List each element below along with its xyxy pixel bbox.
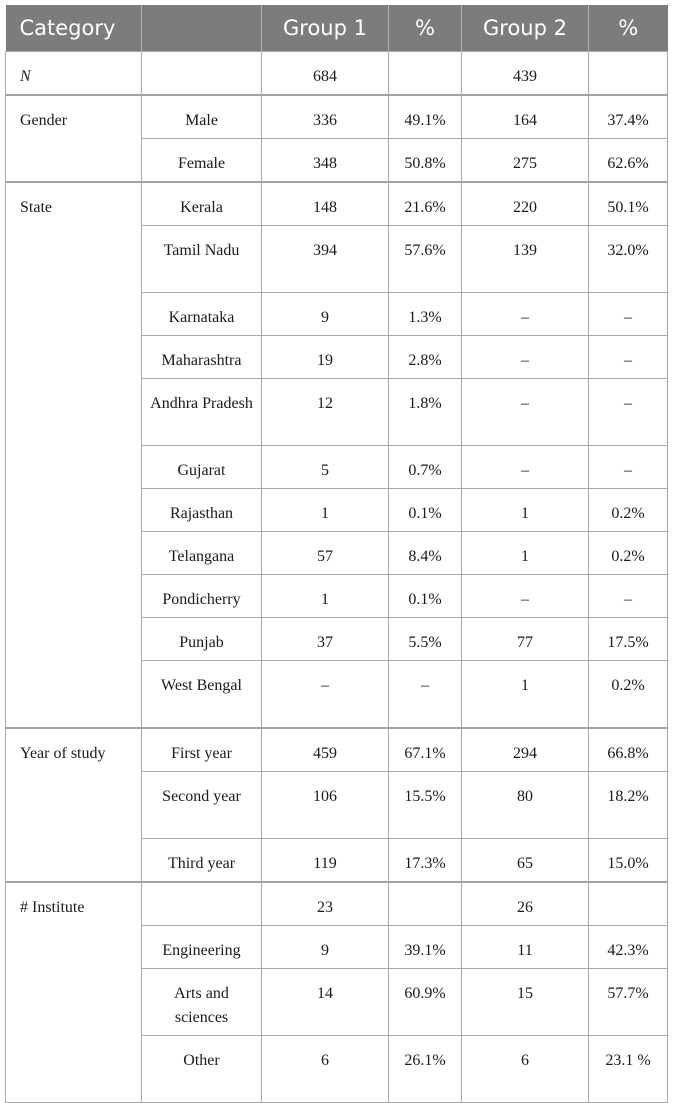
group-1-percent-cell: 1.3% (389, 293, 462, 336)
subcategory-cell: Kerala (142, 182, 262, 226)
group-1-percent-cell: – (389, 661, 462, 729)
group-2-count-cell: 26 (462, 882, 589, 926)
header-subcategory (142, 5, 262, 52)
group-2-percent-cell: 50.1% (589, 182, 668, 226)
group-1-percent-cell: 60.9% (389, 969, 462, 1036)
group-2-count-cell: 164 (462, 95, 589, 139)
group-2-count-cell: 139 (462, 226, 589, 293)
category-cell: N (6, 52, 142, 96)
group-2-percent-cell: 42.3% (589, 926, 668, 969)
group-1-count-cell: 19 (262, 336, 389, 379)
group-2-count-cell: – (462, 446, 589, 489)
group-1-percent-cell: 57.6% (389, 226, 462, 293)
table-body (6, 52, 668, 1103)
subcategory-cell: Engineering (142, 926, 262, 969)
subcategory-cell: West Bengal (142, 661, 262, 729)
group-2-count-cell: 220 (462, 182, 589, 226)
group-2-count-cell: 1 (462, 661, 589, 729)
subcategory-cell: Second year (142, 772, 262, 839)
group-1-count-cell: 57 (262, 532, 389, 575)
category-cell: State (6, 182, 142, 728)
group-2-count-cell: 80 (462, 772, 589, 839)
group-1-percent-cell: 15.5% (389, 772, 462, 839)
group-1-count-cell: – (262, 661, 389, 729)
table-row (6, 182, 668, 226)
group-1-count-cell: 1 (262, 575, 389, 618)
group-1-percent-cell: 67.1% (389, 728, 462, 772)
group-2-count-cell: 1 (462, 532, 589, 575)
subcategory-cell: Rajasthan (142, 489, 262, 532)
group-2-percent-cell: 57.7% (589, 969, 668, 1036)
table-row (6, 882, 668, 926)
subcategory-cell: Andhra Pradesh (142, 379, 262, 446)
group-2-count-cell: – (462, 293, 589, 336)
group-2-count-cell: 65 (462, 839, 589, 883)
subcategory-cell: Tamil Nadu (142, 226, 262, 293)
group-1-count-cell: 148 (262, 182, 389, 226)
subcategory-cell: Telangana (142, 532, 262, 575)
group-2-percent-cell: 0.2% (589, 532, 668, 575)
subcategory-cell: Gujarat (142, 446, 262, 489)
subcategory-cell: Karnataka (142, 293, 262, 336)
table-row (6, 52, 668, 96)
group-1-percent-cell: 0.1% (389, 575, 462, 618)
group-1-count-cell: 12 (262, 379, 389, 446)
group-1-percent-cell: 0.1% (389, 489, 462, 532)
group-1-count-cell: 37 (262, 618, 389, 661)
subcategory-cell: Maharashtra (142, 336, 262, 379)
group-2-count-cell: 11 (462, 926, 589, 969)
group-1-count-cell: 9 (262, 926, 389, 969)
subcategory-cell (142, 52, 262, 96)
group-1-count-cell: 394 (262, 226, 389, 293)
group-1-percent-cell: 50.8% (389, 139, 462, 183)
group-2-percent-cell: 62.6% (589, 139, 668, 183)
group-1-count-cell: 348 (262, 139, 389, 183)
group-1-percent-cell: 1.8% (389, 379, 462, 446)
group-2-percent-cell (589, 882, 668, 926)
group-2-count-cell: 6 (462, 1036, 589, 1103)
group-2-count-cell: 275 (462, 139, 589, 183)
group-1-count-cell: 459 (262, 728, 389, 772)
group-2-count-cell: 439 (462, 52, 589, 96)
group-2-percent-cell: 18.2% (589, 772, 668, 839)
group-1-percent-cell: 2.8% (389, 336, 462, 379)
group-1-percent-cell: 17.3% (389, 839, 462, 883)
group-1-count-cell: 5 (262, 446, 389, 489)
table-row (6, 728, 668, 772)
header-group-2: Group 2 (462, 5, 589, 52)
group-2-percent-cell (589, 52, 668, 96)
group-1-percent-cell: 21.6% (389, 182, 462, 226)
group-1-percent-cell: 0.7% (389, 446, 462, 489)
demographics-table (5, 5, 668, 1103)
group-1-count-cell: 9 (262, 293, 389, 336)
group-2-count-cell: – (462, 379, 589, 446)
group-1-count-cell: 684 (262, 52, 389, 96)
group-1-count-cell: 23 (262, 882, 389, 926)
group-1-count-cell: 1 (262, 489, 389, 532)
subcategory-cell: First year (142, 728, 262, 772)
group-1-count-cell: 336 (262, 95, 389, 139)
group-1-percent-cell: 26.1% (389, 1036, 462, 1103)
group-2-count-cell: 1 (462, 489, 589, 532)
group-1-percent-cell: 8.4% (389, 532, 462, 575)
group-2-percent-cell: – (589, 293, 668, 336)
subcategory-cell: Punjab (142, 618, 262, 661)
group-1-count-cell: 106 (262, 772, 389, 839)
group-1-percent-cell (389, 52, 462, 96)
group-2-count-cell: 77 (462, 618, 589, 661)
header-group-2-percent: % (589, 5, 668, 52)
group-2-percent-cell: – (589, 379, 668, 446)
subcategory-cell: Pondicherry (142, 575, 262, 618)
header-category: Category (6, 5, 142, 52)
group-2-percent-cell: 37.4% (589, 95, 668, 139)
subcategory-cell: Male (142, 95, 262, 139)
group-2-percent-cell: – (589, 575, 668, 618)
group-1-count-cell: 14 (262, 969, 389, 1036)
header-row (6, 5, 668, 52)
subcategory-cell: Third year (142, 839, 262, 883)
group-1-percent-cell: 49.1% (389, 95, 462, 139)
group-2-count-cell: 15 (462, 969, 589, 1036)
group-2-percent-cell: 15.0% (589, 839, 668, 883)
table-row (6, 95, 668, 139)
subcategory-cell: Arts and sciences (142, 969, 262, 1036)
subcategory-cell: Female (142, 139, 262, 183)
group-2-percent-cell: 0.2% (589, 489, 668, 532)
category-cell: # Institute (6, 882, 142, 1103)
group-2-percent-cell: 0.2% (589, 661, 668, 729)
header-group-1: Group 1 (262, 5, 389, 52)
group-1-percent-cell (389, 882, 462, 926)
group-2-percent-cell: – (589, 336, 668, 379)
category-cell: Gender (6, 95, 142, 182)
group-2-percent-cell: 17.5% (589, 618, 668, 661)
group-1-count-cell: 6 (262, 1036, 389, 1103)
group-1-percent-cell: 5.5% (389, 618, 462, 661)
group-2-count-cell: – (462, 336, 589, 379)
group-2-percent-cell: 23.1 % (589, 1036, 668, 1103)
subcategory-cell (142, 882, 262, 926)
subcategory-cell: Other (142, 1036, 262, 1103)
group-1-percent-cell: 39.1% (389, 926, 462, 969)
group-2-percent-cell: 32.0% (589, 226, 668, 293)
header-group-1-percent: % (389, 5, 462, 52)
group-2-count-cell: – (462, 575, 589, 618)
group-2-percent-cell: – (589, 446, 668, 489)
group-2-percent-cell: 66.8% (589, 728, 668, 772)
group-1-count-cell: 119 (262, 839, 389, 883)
group-2-count-cell: 294 (462, 728, 589, 772)
category-cell: Year of study (6, 728, 142, 882)
